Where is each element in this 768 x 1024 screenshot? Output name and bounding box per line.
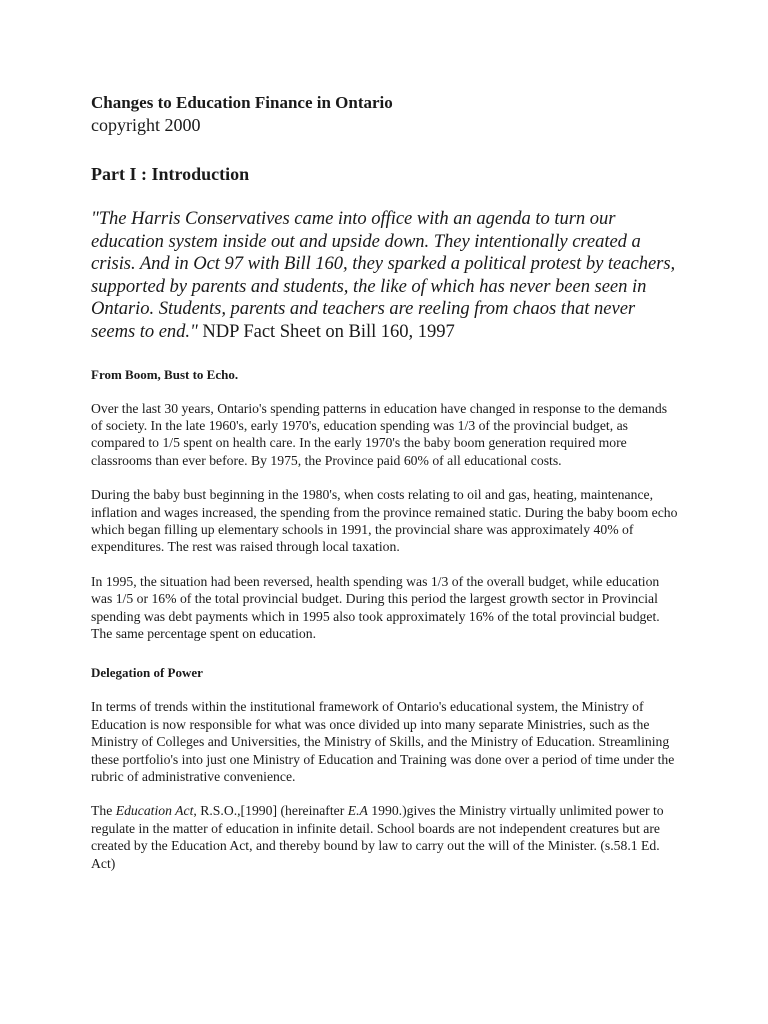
part-heading: Part I : Introduction (91, 164, 250, 184)
paragraph: In 1995, the situation had been reversed, health spending was 1/3 of the overall budget, while education was 1/5 or 16% of the total provincial budget. During this period the largest growth sector in Provincial spending was debt payments which in 1995 also took approximately 16% of the total provincial budget. The same percentage spent on education. (91, 573, 660, 642)
section-heading-boom-bust-echo: From Boom, Bust to Echo. (91, 366, 239, 382)
text-run: The (91, 803, 116, 819)
opening-quote (91, 208, 681, 344)
text-run: , R.S.O.,[1990] (hereinafter (193, 803, 348, 819)
quote-source: NDP Fact Sheet on Bill 160, 1997 (197, 320, 455, 342)
section-heading-delegation-of-power: Delegation of Power (91, 665, 203, 681)
paragraph-education-act (91, 802, 681, 872)
education-act-title: Education Act (115, 803, 194, 819)
paragraph: Over the last 30 years, Ontario's spending patterns in education have changed in response to the demands of society. In the late 1960's, early 1970's, education spending was 1/3 of the provincial budget, as compared to 1/5 spent on health care. In the early 1970's the baby boom generation required more classrooms than ever before. By 1975, the Province paid 60% of all educational costs. (91, 400, 668, 468)
document-title: Changes to Education Finance in Ontario (91, 93, 393, 112)
document-page (91, 92, 681, 872)
text-run: 1990.)gives the Ministry virtually unlimited power to regulate in the matter of education in infinite detail. School boards are not independent creatures but are created by the Education Act, and thereby bound by law to carry out the will of the Minister. (s.58.1 Ed. Act) (91, 803, 664, 871)
paragraph: During the baby bust beginning in the 1980's, when costs relating to oil and gas, heating, maintenance, inflation and wages increased, the spending from the province remained static. During the baby boom echo which began filling up elementary schools in 1991, the provincial share was approximately 40% of expenditures. The rest was raised through local taxation. (91, 487, 678, 555)
ea-abbreviation: E.A (347, 803, 368, 819)
copyright-line: copyright 2000 (91, 115, 201, 135)
paragraph: In terms of trends within the institutional framework of Ontario's educational system, the Ministry of Education is now responsible for what was once divided up into many separate Ministries, such as the Ministry of Colleges and Universities, the Ministry of Skills, and the Ministry of Education. Streamlining these portfolio's into just one Ministry of Education and Training was done over a period of time under the rubric of administrative convenience. (91, 699, 675, 785)
quote-text: "The Harris Conservatives came into office with an agenda to turn our education system inside out and upside down. They intentionally created a crisis. And in Oct 97 with Bill 160, they sparked a political protest by teachers, supported by parents and students, the like of which has never been seen in Ontario. Students, parents and teachers are reeling from chaos that never seems to end." (91, 208, 676, 342)
